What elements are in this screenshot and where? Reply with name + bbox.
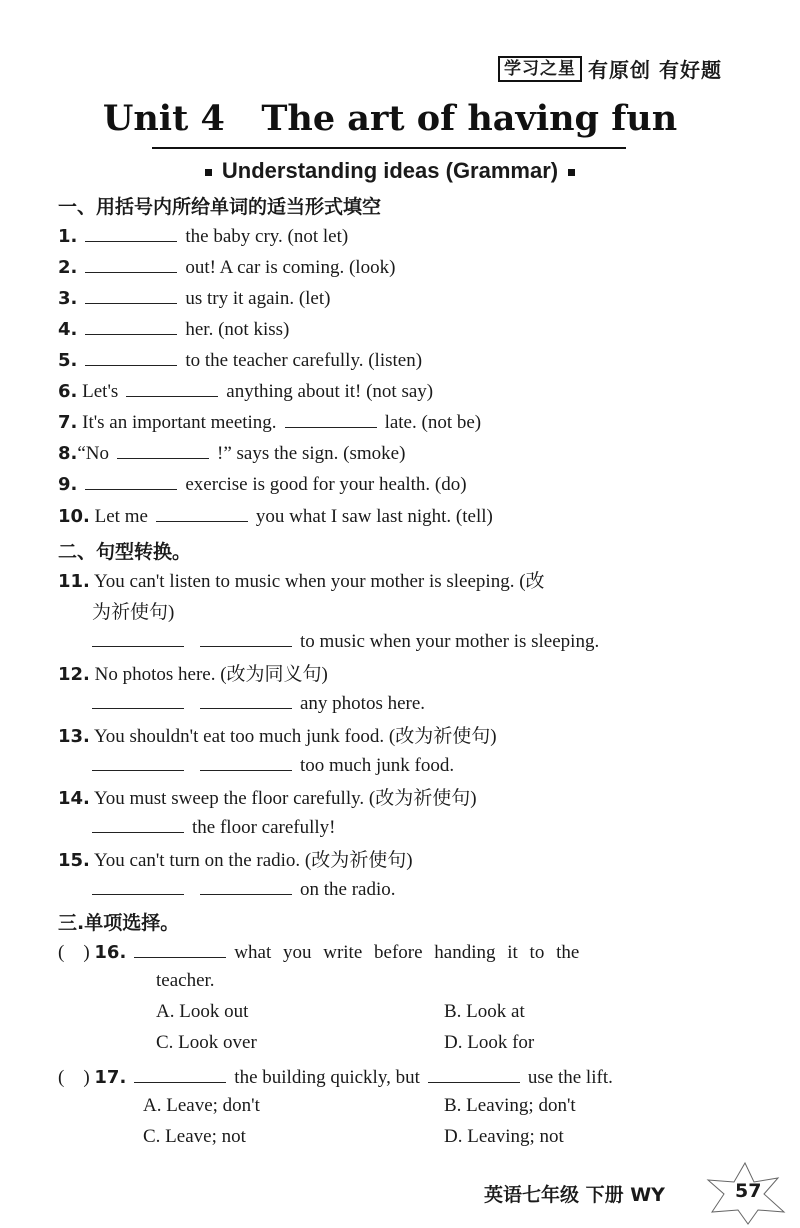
answer-blank[interactable] xyxy=(428,1064,520,1083)
answer-line-13: too much junk food. xyxy=(92,752,454,777)
option-17-c[interactable]: C. Leave; not xyxy=(143,1126,246,1147)
answer-blank[interactable] xyxy=(92,628,184,647)
answer-blank[interactable] xyxy=(117,440,209,459)
footer-book-info: 英语七年级 下册 WY xyxy=(484,1184,665,1206)
answer-line-14: the floor carefully! xyxy=(92,814,335,839)
question-4: 4. her. (not kiss) xyxy=(58,316,289,341)
question-8: 8.“No !” says the sign. (smoke) xyxy=(58,440,405,465)
question-16: ( ) 16. what you write before handing it to the xyxy=(58,939,579,964)
answer-line-15: on the radio. xyxy=(92,876,396,901)
question-7: 7. It's an important meeting. late. (not be) xyxy=(58,409,481,434)
answer-paren[interactable]: ( ) xyxy=(58,942,90,963)
subheading: Understanding ideas (Grammar) xyxy=(0,158,780,184)
page-number: 57 xyxy=(735,1180,762,1202)
question-12: 12. No photos here. (改为同义句) xyxy=(58,664,328,685)
question-15: 15. You can't turn on the radio. (改为祈使句) xyxy=(58,850,413,871)
question-10: 10. Let me you what I saw last night. (tell) xyxy=(58,503,493,528)
answer-blank[interactable] xyxy=(134,1064,226,1083)
unit-title: Unit 4 The art of having fun xyxy=(102,98,678,139)
option-17-b[interactable]: B. Leaving; don't xyxy=(444,1095,576,1116)
answer-blank[interactable] xyxy=(200,690,292,709)
option-16-c[interactable]: C. Look over xyxy=(156,1032,257,1053)
answer-blank[interactable] xyxy=(200,628,292,647)
brand-logo: 学习之星 xyxy=(498,56,582,82)
question-11: 11. You can't listen to music when your mother is sleeping. (改 xyxy=(58,571,545,592)
answer-blank[interactable] xyxy=(134,939,226,958)
answer-blank[interactable] xyxy=(85,254,177,273)
option-16-d[interactable]: D. Look for xyxy=(444,1032,535,1053)
option-16-b[interactable]: B. Look at xyxy=(444,1001,525,1022)
question-5: 5. to the teacher carefully. (listen) xyxy=(58,347,422,372)
question-11-cont: 为祈使句) xyxy=(92,602,175,623)
answer-blank[interactable] xyxy=(85,316,177,335)
option-16-a[interactable]: A. Look out xyxy=(156,1001,249,1022)
brand-slogan: 有原创 有好题 xyxy=(588,58,722,82)
answer-blank[interactable] xyxy=(156,503,248,522)
answer-blank[interactable] xyxy=(126,378,218,397)
bullet-square-icon xyxy=(568,169,575,176)
question-14: 14. You must sweep the floor carefully. (改为祈使句) xyxy=(58,788,477,809)
question-17: ( ) 17. the building quickly, but use the lift. xyxy=(58,1064,613,1089)
answer-line-12: any photos here. xyxy=(92,690,425,715)
option-17-d[interactable]: D. Leaving; not xyxy=(444,1126,564,1147)
question-6: 6. Let's anything about it! (not say) xyxy=(58,378,433,403)
brand-header xyxy=(498,54,722,83)
answer-blank[interactable] xyxy=(85,347,177,366)
answer-line-11: to music when your mother is sleeping. xyxy=(92,628,599,653)
answer-blank[interactable] xyxy=(200,876,292,895)
question-2: 2. out! A car is coming. (look) xyxy=(58,254,395,279)
question-9: 9. exercise is good for your health. (do) xyxy=(58,471,467,496)
answer-blank[interactable] xyxy=(85,285,177,304)
section-heading-2: 二、句型转换。 xyxy=(58,541,192,563)
answer-paren[interactable]: ( ) xyxy=(58,1067,90,1088)
answer-blank[interactable] xyxy=(92,690,184,709)
answer-blank[interactable] xyxy=(200,752,292,771)
question-13: 13. You shouldn't eat too much junk food. (改为祈使句) xyxy=(58,726,497,747)
section-heading-1: 一、用括号内所给单词的适当形式填空 xyxy=(58,196,382,218)
answer-blank[interactable] xyxy=(92,814,184,833)
question-16-cont: teacher. xyxy=(156,970,215,991)
question-1: 1. the baby cry. (not let) xyxy=(58,223,348,248)
answer-blank[interactable] xyxy=(285,409,377,428)
section-heading-3: 三.单项选择。 xyxy=(58,912,180,934)
answer-blank[interactable] xyxy=(92,752,184,771)
option-17-a[interactable]: A. Leave; don't xyxy=(143,1095,260,1116)
title-underline xyxy=(152,147,626,149)
bullet-square-icon xyxy=(205,169,212,176)
answer-blank[interactable] xyxy=(92,876,184,895)
answer-blank[interactable] xyxy=(85,223,177,242)
question-3: 3. us try it again. (let) xyxy=(58,285,330,310)
answer-blank[interactable] xyxy=(85,471,177,490)
